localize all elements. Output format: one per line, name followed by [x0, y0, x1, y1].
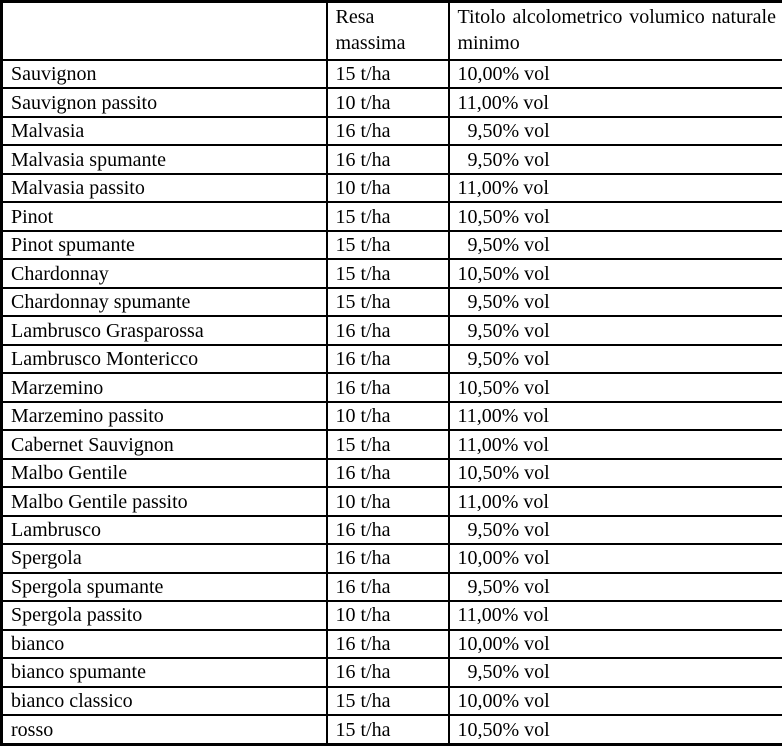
- titolo-cell: 11,00% vol: [449, 402, 782, 430]
- table-row: [2, 231, 782, 259]
- header-row: [2, 2, 782, 61]
- table-row: [2, 573, 782, 601]
- resa-cell: 10 t/ha: [327, 88, 449, 116]
- titolo-cell: 9,50% vol: [449, 516, 782, 544]
- variety-cell: bianco spumante: [2, 658, 327, 686]
- titolo-cell: 10,00% vol: [449, 60, 782, 88]
- variety-cell: Marzemino: [2, 373, 327, 401]
- resa-cell: 10 t/ha: [327, 601, 449, 629]
- titolo-cell: 9,50% vol: [449, 573, 782, 601]
- titolo-cell: 10,50% vol: [449, 715, 782, 744]
- resa-cell: 15 t/ha: [327, 202, 449, 230]
- table-row: [2, 715, 782, 744]
- table-row: [2, 687, 782, 715]
- resa-cell: 16 t/ha: [327, 117, 449, 145]
- titolo-cell: 10,50% vol: [449, 259, 782, 287]
- table-row: [2, 88, 782, 116]
- variety-cell: Spergola passito: [2, 601, 327, 629]
- titolo-cell: 11,00% vol: [449, 88, 782, 116]
- titolo-cell: 9,50% vol: [449, 288, 782, 316]
- variety-cell: bianco classico: [2, 687, 327, 715]
- table-row: [2, 601, 782, 629]
- table-row: [2, 430, 782, 458]
- titolo-cell: 9,50% vol: [449, 145, 782, 173]
- variety-cell: Sauvignon: [2, 60, 327, 88]
- resa-cell: 15 t/ha: [327, 60, 449, 88]
- variety-cell: Chardonnay spumante: [2, 288, 327, 316]
- variety-cell: Chardonnay: [2, 259, 327, 287]
- resa-cell: 16 t/ha: [327, 544, 449, 572]
- variety-cell: Spergola spumante: [2, 573, 327, 601]
- resa-cell: 16 t/ha: [327, 459, 449, 487]
- table-row: [2, 316, 782, 344]
- variety-cell: Cabernet Sauvignon: [2, 430, 327, 458]
- resa-cell: 16 t/ha: [327, 658, 449, 686]
- header-variety-blank: [2, 2, 327, 61]
- table-row: [2, 487, 782, 515]
- titolo-cell: 9,50% vol: [449, 345, 782, 373]
- titolo-cell: 11,00% vol: [449, 487, 782, 515]
- table-row: [2, 402, 782, 430]
- table-row: [2, 145, 782, 173]
- titolo-cell: 10,00% vol: [449, 544, 782, 572]
- variety-cell: Marzemino passito: [2, 402, 327, 430]
- variety-cell: Sauvignon passito: [2, 88, 327, 116]
- table-row: [2, 459, 782, 487]
- titolo-cell: 11,00% vol: [449, 601, 782, 629]
- table-row: [2, 288, 782, 316]
- table-row: [2, 658, 782, 686]
- resa-cell: 16 t/ha: [327, 630, 449, 658]
- resa-cell: 16 t/ha: [327, 373, 449, 401]
- table-row: [2, 630, 782, 658]
- table-row: [2, 117, 782, 145]
- resa-cell: 10 t/ha: [327, 174, 449, 202]
- resa-cell: 10 t/ha: [327, 402, 449, 430]
- variety-cell: Lambrusco: [2, 516, 327, 544]
- table-row: [2, 373, 782, 401]
- table-row: [2, 259, 782, 287]
- table-body: [2, 60, 782, 745]
- titolo-cell: 11,00% vol: [449, 430, 782, 458]
- titolo-cell: 9,50% vol: [449, 231, 782, 259]
- titolo-cell: 10,50% vol: [449, 373, 782, 401]
- variety-cell: Malbo Gentile: [2, 459, 327, 487]
- titolo-cell: 11,00% vol: [449, 174, 782, 202]
- variety-cell: Lambrusco Grasparossa: [2, 316, 327, 344]
- titolo-cell: 9,50% vol: [449, 117, 782, 145]
- resa-cell: 15 t/ha: [327, 288, 449, 316]
- resa-cell: 15 t/ha: [327, 715, 449, 744]
- table-row: [2, 174, 782, 202]
- titolo-cell: 10,50% vol: [449, 459, 782, 487]
- titolo-cell: 10,50% vol: [449, 202, 782, 230]
- resa-cell: 15 t/ha: [327, 259, 449, 287]
- variety-cell: Malbo Gentile passito: [2, 487, 327, 515]
- resa-cell: 15 t/ha: [327, 430, 449, 458]
- header-titolo-alcolometrico: Titolo alcolometrico volumico naturale minimo: [449, 2, 782, 61]
- resa-cell: 16 t/ha: [327, 345, 449, 373]
- titolo-cell: 10,00% vol: [449, 687, 782, 715]
- header-resa-massima: Resa massima: [327, 2, 449, 61]
- variety-cell: Pinot: [2, 202, 327, 230]
- resa-cell: 15 t/ha: [327, 687, 449, 715]
- titolo-cell: 10,00% vol: [449, 630, 782, 658]
- titolo-cell: 9,50% vol: [449, 316, 782, 344]
- table-row: [2, 516, 782, 544]
- resa-cell: 10 t/ha: [327, 487, 449, 515]
- table-row: [2, 345, 782, 373]
- variety-cell: Lambrusco Montericco: [2, 345, 327, 373]
- variety-cell: bianco: [2, 630, 327, 658]
- table-row: [2, 202, 782, 230]
- resa-cell: 16 t/ha: [327, 573, 449, 601]
- variety-cell: Malvasia passito: [2, 174, 327, 202]
- resa-cell: 15 t/ha: [327, 231, 449, 259]
- variety-cell: Pinot spumante: [2, 231, 327, 259]
- table-row: [2, 544, 782, 572]
- variety-cell: Malvasia: [2, 117, 327, 145]
- variety-cell: Malvasia spumante: [2, 145, 327, 173]
- variety-cell: rosso: [2, 715, 327, 744]
- variety-cell: Spergola: [2, 544, 327, 572]
- resa-cell: 16 t/ha: [327, 316, 449, 344]
- titolo-cell: 9,50% vol: [449, 658, 782, 686]
- resa-cell: 16 t/ha: [327, 145, 449, 173]
- resa-cell: 16 t/ha: [327, 516, 449, 544]
- table-row: [2, 60, 782, 88]
